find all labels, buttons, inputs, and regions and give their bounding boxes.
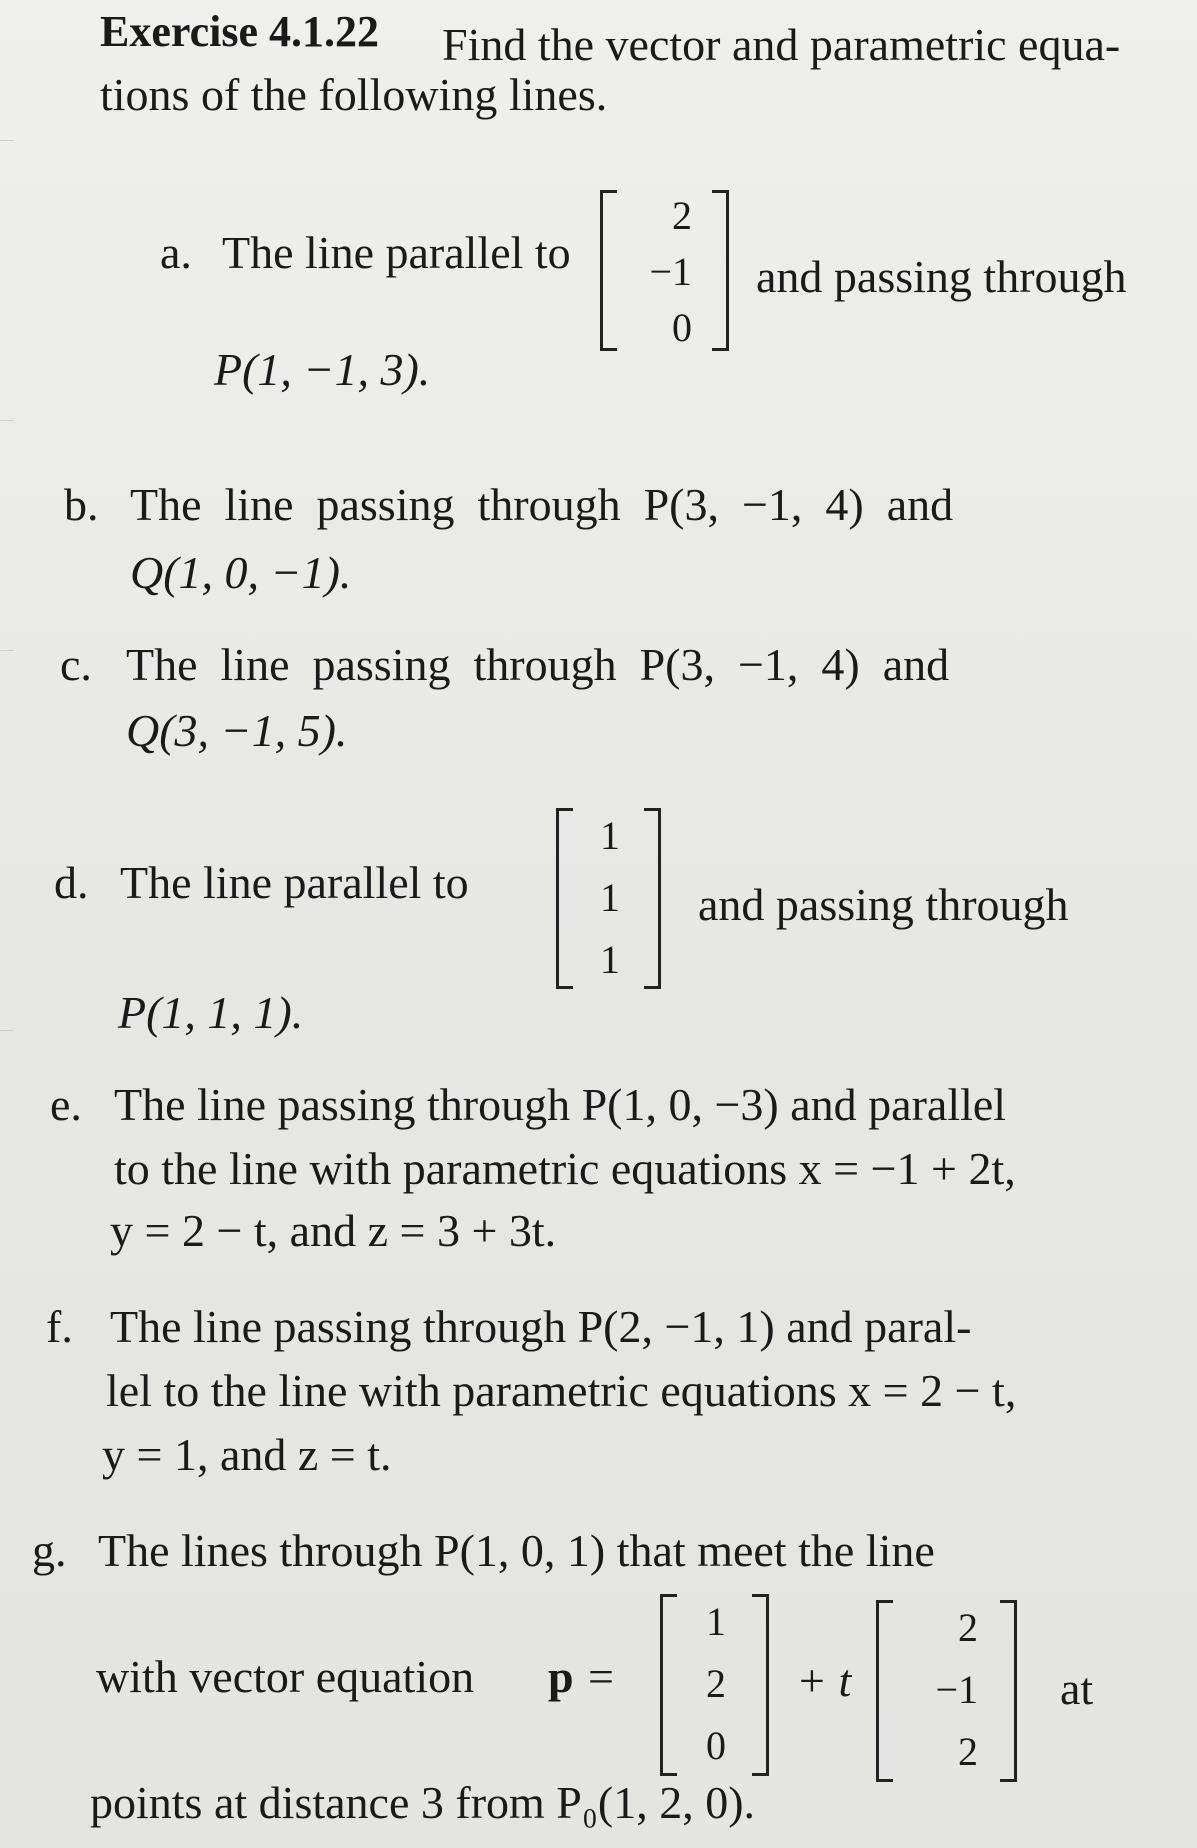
part-e-line1: The line passing through P(1, 0, −3) and parallel [114,1079,1007,1130]
vector-entry: 1 [600,937,620,982]
part-e-line2: to the line with parametric equations x = −1 + 2t, [114,1143,1016,1194]
vector-entry: 2 [672,193,692,238]
vector-entry: 2 [958,1729,978,1774]
exercise-prompt-line2: tions of the following lines. [100,69,608,120]
part-f-line2: lel to the line with parametric equations x = 2 − t, [106,1365,1017,1416]
vector-entry: 0 [672,305,692,350]
page-edge-line [0,420,14,421]
part-c-line2: Q(3, −1, 5). [126,705,348,756]
part-g-bold-p: p [548,1651,574,1702]
part-b-line1: The line passing through P(3, −1, 4) and [130,479,954,530]
vector-entry: −1 [649,249,692,294]
vector-bracket-left [876,1600,893,1782]
vector-bracket-right [712,190,729,351]
exercise-number: Exercise 4.1.22 [100,7,380,56]
vector-entry: 2 [958,1605,978,1650]
part-a-point: P(1, −1, 3). [214,344,431,395]
part-a-label: a. [160,227,192,278]
part-c-label: c. [60,639,92,690]
part-d-point: P(1, 1, 1). [118,987,304,1038]
part-d-text-after: and passing through [698,879,1069,930]
part-a-text-before: The line parallel to [222,227,571,278]
part-e-line3: y = 2 − t, and z = 3 + 3t. [110,1205,557,1256]
part-f-line1: The line passing through P(2, −1, 1) and paral- [110,1301,972,1352]
vector-bracket-right [644,808,661,989]
page-edge-line [0,650,14,651]
part-g-line3: points at distance 3 from P₀(1, 2, 0). [90,1777,756,1828]
part-g-line1: The lines through P(1, 0, 1) that meet the line [98,1525,935,1576]
exercise-prompt-line1: Find the vector and parametric equa- [442,19,1121,70]
part-a-text-after: and passing through [756,251,1127,302]
vector-entry: 1 [706,1599,726,1644]
page-edge-line [0,140,14,141]
part-g-text-before: with vector equation [96,1651,475,1702]
vector-bracket-left [600,190,617,351]
part-e-label: e. [50,1079,82,1130]
vector-entry: 0 [706,1723,726,1768]
vector-bracket-right [752,1594,769,1776]
vector-bracket-right [1000,1600,1017,1782]
part-b-line2: Q(1, 0, −1). [130,547,352,598]
part-d-text-before: The line parallel to [120,857,469,908]
page-edge-line [0,1030,14,1031]
part-b-label: b. [64,479,99,530]
part-f-line3: y = 1, and z = t. [102,1429,392,1480]
part-g-label: g. [32,1525,67,1576]
part-c-line1: The line passing through P(3, −1, 4) and [126,639,950,690]
part-d-label: d. [54,857,89,908]
part-g-plus-t: + t [796,1655,852,1706]
part-f-label: f. [46,1301,73,1352]
vector-entry: 1 [600,875,620,920]
part-g-equals: = [588,1651,614,1702]
vector-entry: 2 [706,1661,726,1706]
vector-entry: −1 [935,1667,978,1712]
part-g-text-after: at [1060,1663,1094,1714]
vector-entry: 1 [600,813,620,858]
